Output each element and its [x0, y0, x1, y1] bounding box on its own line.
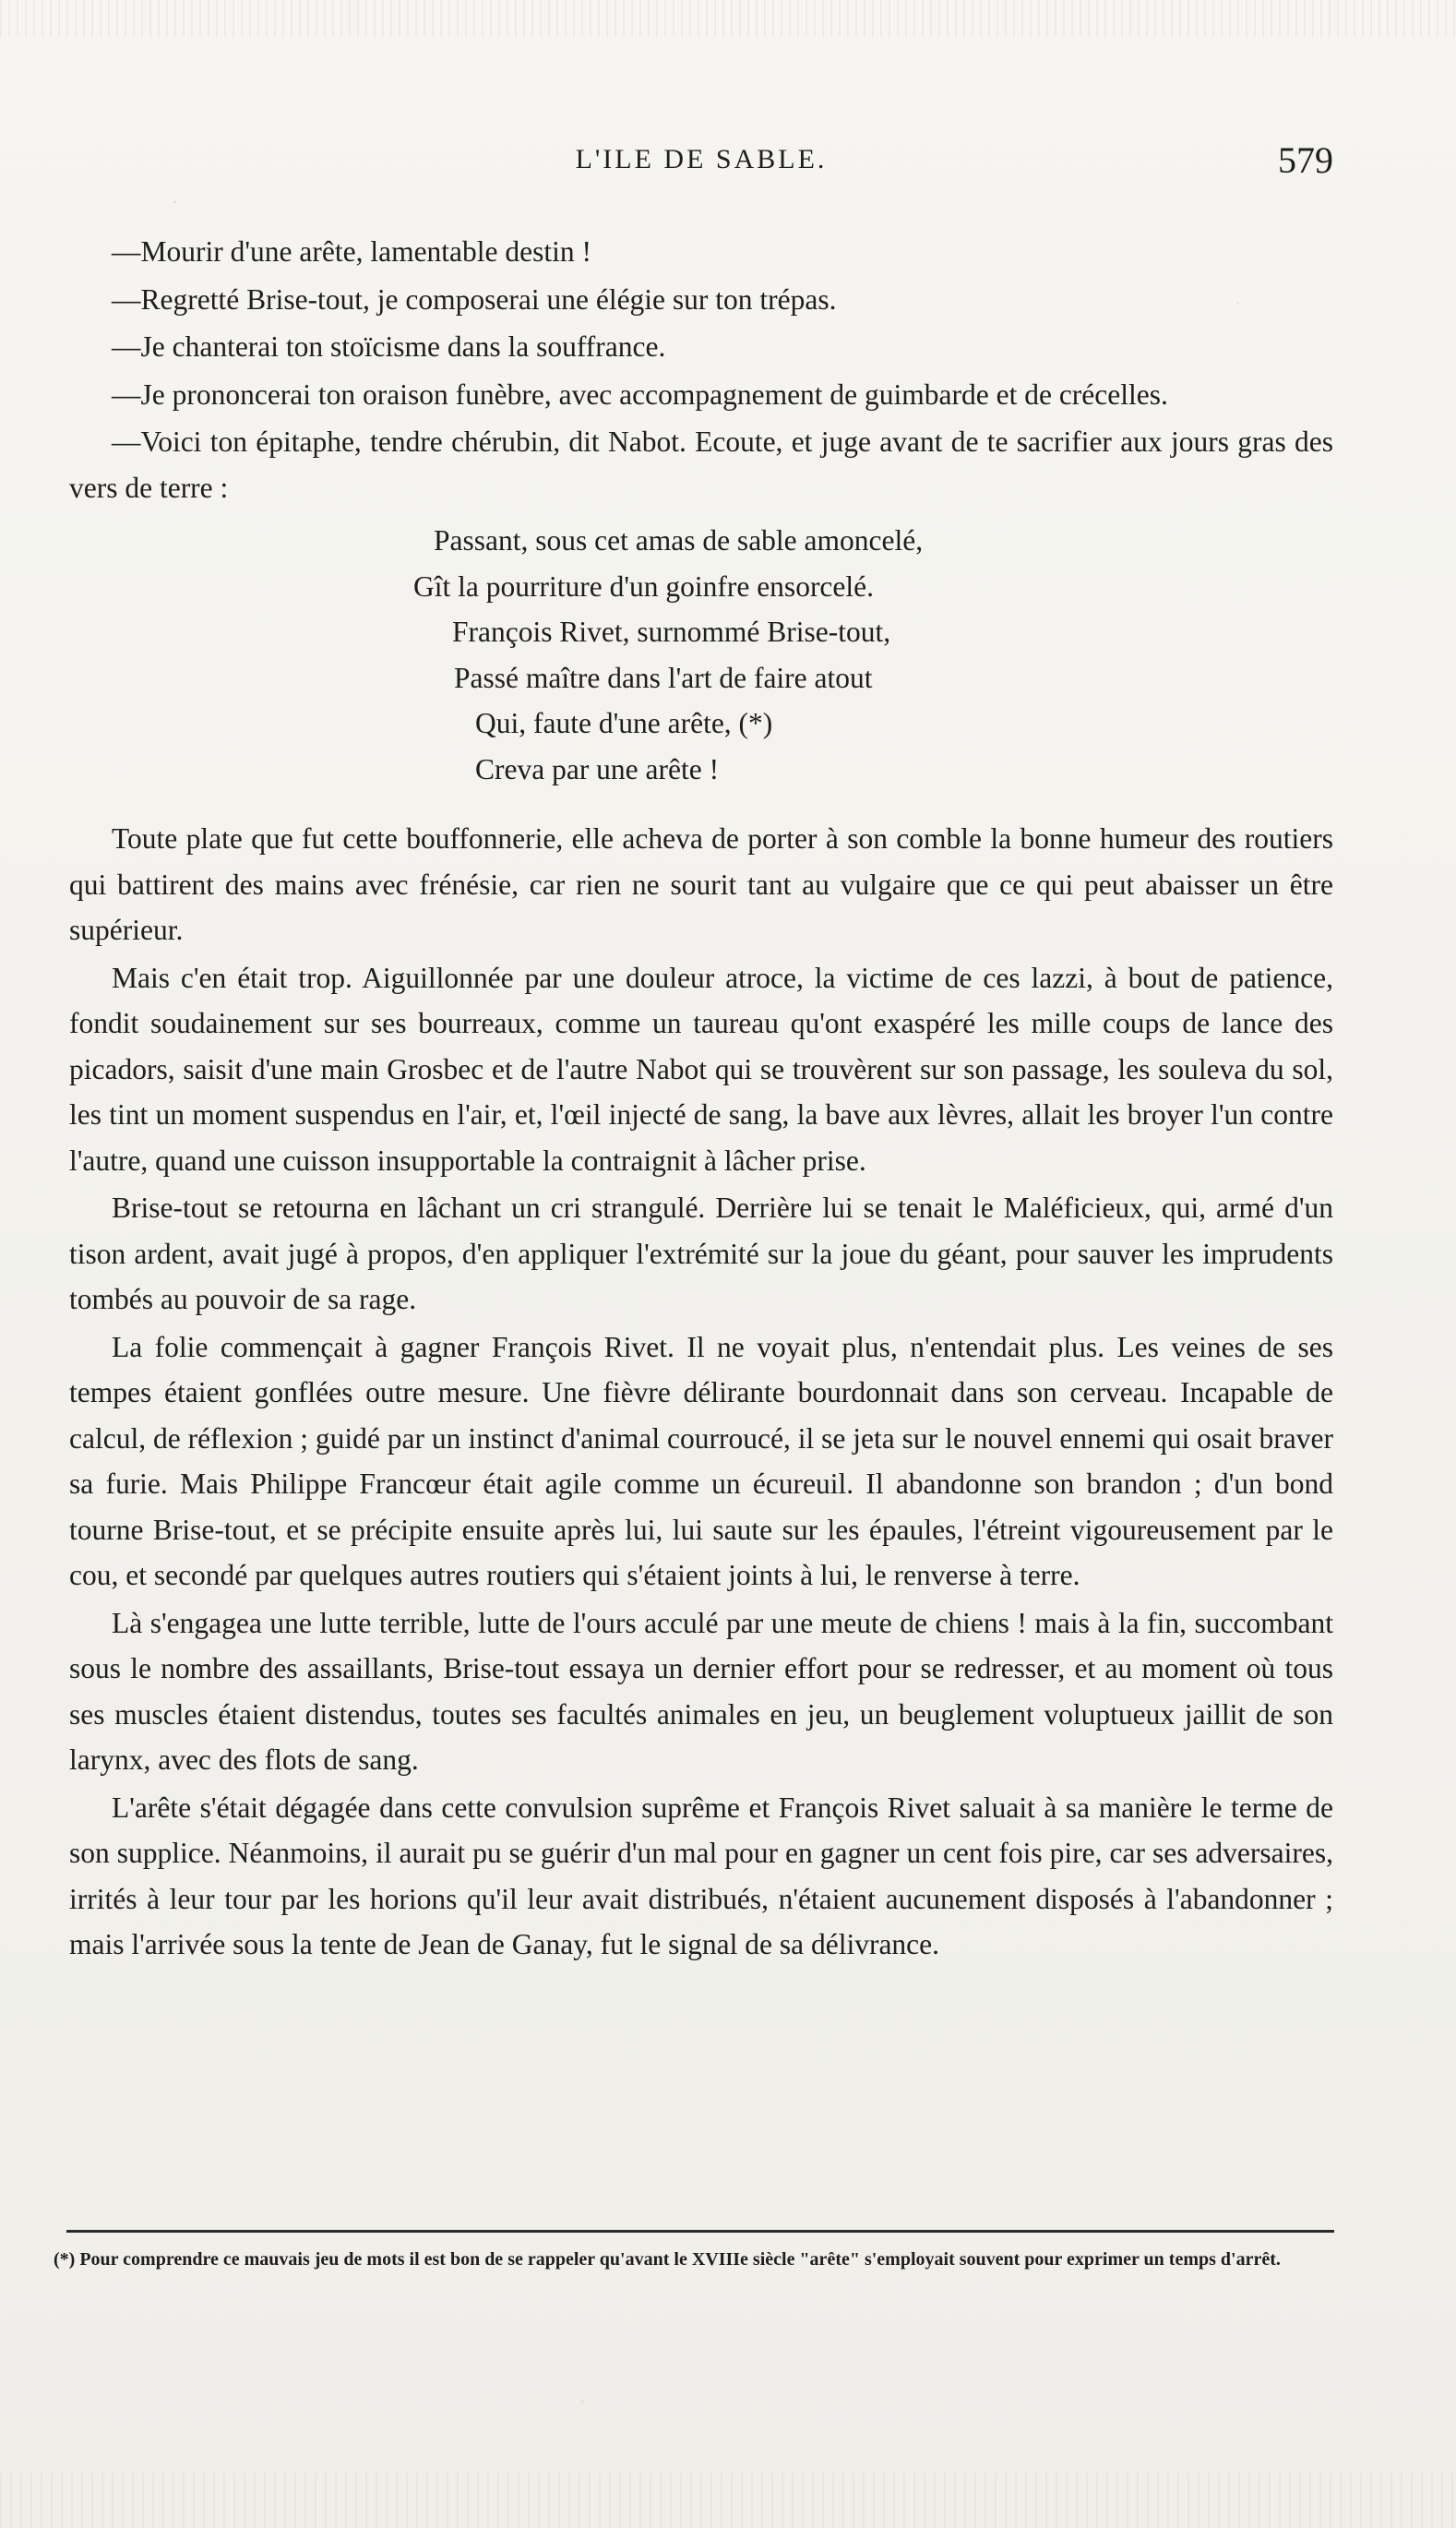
poem-line-4: Passé maître dans l'art de faire atout [454, 661, 873, 694]
footnote-divider [66, 2230, 1334, 2233]
paragraph-6: L'arête s'était dégagée dans cette convulsion suprême et François Rivet saluait à sa manière le terme de son supplice. Néanmoins, il aurait pu se guérir d'un mal pour en gagner un cent fois pire, car ses adversaires, irrités à leur tour par les horions qu'il leur avait distribués, n'étaient aucunement disposés à l'abandonner ; mais l'arrivée sous la tente de Jean de Ganay, fut le signal de sa délivrance. [69, 1791, 1333, 1960]
poem-line-6: Creva par une arête ! [475, 752, 720, 785]
page-number: 579 [1278, 139, 1333, 181]
poem-line-5: Qui, faute d'une arête, (*) [475, 707, 773, 739]
dialogue-line-3: —Je chanterai ton stoïcisme dans la souffrance. [112, 330, 666, 363]
scan-noise-top [0, 0, 1456, 37]
poem-line-1: Passant, sous cet amas de sable amoncelé, [434, 524, 924, 557]
paragraph-4: La folie commençait à gagner François Rivet. Il ne voyait plus, n'entendait plus. Les veines de ses tempes étaient gonflées outre mesure. Une fièvre délirante bourdonnait dans son cerveau. Incapable de calcul, de réflexion ; guidé par un instinct d'animal courroucé, il se jeta sur le nouvel ennemi qui osait braver sa furie. Mais Philippe Francœur était agile comme un écureuil. Il abandonne son brandon ; d'un bond tourne Brise-tout, et se précipite ensuite après lui, lui saute sur les épaules, l'étreint vigoureusement par le cou, et secondé par quelques autres routiers qui s'étaient joints à lui, le renverse à terre. [69, 1330, 1333, 1591]
running-title: L'ILE DE SABLE. [575, 144, 828, 174]
paragraph-5: Là s'engagea une lutte terrible, lutte de l'ours acculé par une meute de chiens ! mais à la fin, succombant sous le nombre des assaillants, Brise-tout essaya un dernier effort pour se redresser, et au moment où tous ses muscles étaient distendus, toutes ses facultés animales en jeu, un beuglement voluptueux jaillit de son larynx, avec des flots de sang. [69, 1606, 1333, 1776]
poem-line-3: François Rivet, surnommé Brise-tout, [452, 616, 891, 648]
scan-noise-bottom [0, 2473, 1456, 2528]
dialogue-line-1: —Mourir d'une arête, lamentable destin ! [112, 235, 591, 268]
page-header [69, 138, 1333, 194]
paragraph-2: Mais c'en était trop. Aiguillonnée par une douleur atroce, la victime de ces lazzi, à bout de patience, fondit soudainement sur ses bourreaux, comme un taureau qu'ont exaspéré les mille coups de lance des picadors, saisit d'une main Grosbec et de l'autre Nabot qui se trouvèrent sur son passage, les souleva du sol, les tint un moment suspendus en l'air, et, l'œil injecté de sang, la bave aux lèvres, allait les broyer l'un contre l'autre, quand une cuisson insupportable la contraignit à lâcher prise. [69, 961, 1333, 1177]
footnote: (*) Pour comprendre ce mauvais jeu de mots il est bon de se rappeler qu'avant le XVIIIe siècle "arête" s'employait souvent pour exprimer un temps d'arrêt. [54, 2249, 1281, 2270]
dialogue-line-4: —Je prononcerai ton oraison funèbre, avec accompagnement de guimbarde et de crécelles. [112, 377, 1168, 411]
epitaph-poem [69, 518, 1333, 792]
body-text [69, 229, 1333, 1970]
paragraph-3: Brise-tout se retourna en lâchant un cri strangulé. Derrière lui se tenait le Maléficieux, qui, armé d'un tison ardent, avait jugé à propos, d'en appliquer l'extrémité sur la joue du géant, pour sauver les imprudents tombés au pouvoir de sa rage. [69, 1192, 1333, 1315]
dialogue-line-2: —Regretté Brise-tout, je composerai une élégie sur ton trépas. [112, 282, 837, 316]
poem-line-2: Gît la pourriture d'un goinfre ensorcelé. [413, 569, 875, 603]
dialogue-line-5: —Voici ton épitaphe, tendre chérubin, dit Nabot. Ecoute, et juge avant de te sacrifier aux jours gras des vers de terre : [69, 425, 1333, 504]
paragraph-1: Toute plate que fut cette bouffonnerie, elle acheva de porter à son comble la bonne humeur des routiers qui battirent des mains avec frénésie, car rien ne sourit tant au vulgaire que ce qui peut abaisser un être supérieur. [69, 822, 1333, 946]
